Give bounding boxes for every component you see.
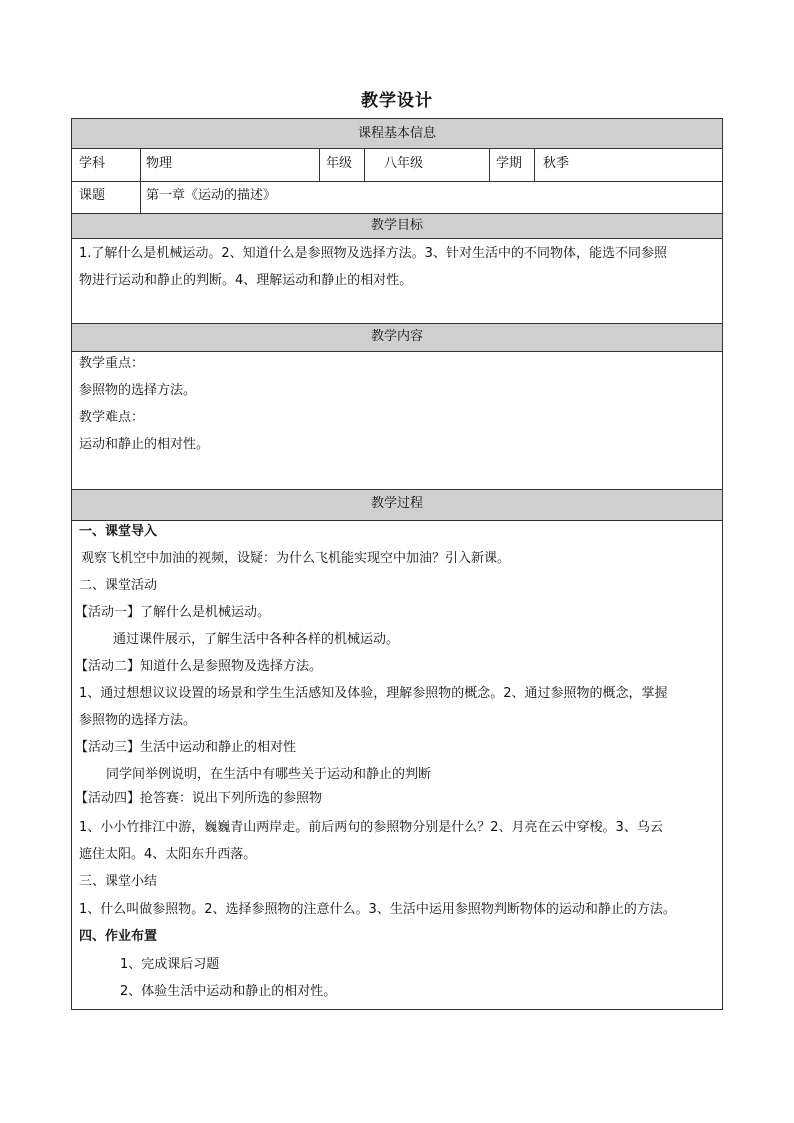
key-point-value: 参照物的选择方法。 (79, 383, 197, 398)
activity-2-line-1: 1、通过想想议议设置的场景和学生生活感知及体验，理解参照物的概念。2、通过参照物的概念，掌握 (79, 686, 668, 701)
difficulty-label: 教学难点： (79, 410, 145, 425)
section-2-title: 二、课堂活动 (79, 578, 158, 593)
col-divider (534, 149, 535, 181)
activity-2-title: 【活动二】知道什么是参照物及选择方法。 (75, 659, 323, 674)
section-3-title: 三、课堂小结 (79, 874, 158, 889)
objectives-line-1: 1.了解什么是机械运动。2、知道什么是参照物及选择方法。3、针对生活中的不同物体，能选不同参照 (79, 246, 667, 261)
activity-1-text: 通过课件展示，了解生活中各种各样的机械运动。 (113, 632, 400, 647)
term-value: 秋季 (543, 156, 570, 171)
term-label: 学期 (496, 156, 523, 171)
difficulty-value: 运动和静止的相对性。 (79, 437, 210, 452)
basic-info-header: 课程基本信息 (72, 119, 722, 149)
key-point-label: 教学重点： (79, 356, 145, 371)
document-title: 教学设计 (361, 91, 433, 111)
content-header: 教学内容 (72, 324, 722, 352)
col-divider (489, 149, 490, 181)
activity-1-title: 【活动一】了解什么是机械运动。 (75, 605, 271, 620)
col-divider (319, 149, 320, 181)
activity-2-line-2: 参照物的选择方法。 (79, 713, 197, 728)
section-1-text: 观察飞机空中加油的视频，设疑：为什么飞机能实现空中加油？引入新课。 (81, 551, 511, 566)
section-3-text: 1、什么叫做参照物。2、选择参照物的注意什么。3、生活中运用参照物判断物体的运动和静止的方法。 (79, 902, 676, 917)
lesson-plan-table (71, 118, 723, 1010)
objectives-line-2: 物进行运动和静止的判断。4、理解运动和静止的相对性。 (79, 273, 413, 288)
grade-label: 年级 (326, 156, 353, 171)
section-1-title: 一、课堂导入 (79, 524, 158, 539)
activity-3-text: 同学间举例说明，在生活中有哪些关于运动和静止的判断 (106, 767, 432, 782)
process-header: 教学过程 (72, 490, 722, 521)
section-4-title: 四、作业布置 (79, 929, 158, 944)
activity-4-line-1: 1、小小竹排江中游，巍巍青山两岸走。前后两句的参照物分别是什么？2、月亮在云中穿梭。3、乌云 (79, 820, 663, 835)
subject-value: 物理 (146, 156, 173, 171)
col-divider (364, 149, 365, 181)
grade-value: 八年级 (384, 156, 424, 171)
homework-item-1: 1、完成课后习题 (120, 957, 220, 972)
activity-4-line-2: 遮住太阳。4、太阳东升西落。 (79, 847, 257, 862)
homework-item-2: 2、体验生活中运动和静止的相对性。 (120, 984, 337, 999)
row-divider (72, 181, 722, 182)
activity-4-title: 【活动四】抢答赛：说出下列所选的参照物 (75, 791, 323, 806)
topic-label: 课题 (79, 188, 106, 203)
activity-3-title: 【活动三】生活中运动和静止的相对性 (75, 740, 297, 755)
subject-label: 学科 (79, 156, 106, 171)
objectives-header: 教学目标 (72, 214, 722, 239)
topic-value: 第一章《运动的描述》 (146, 188, 277, 203)
